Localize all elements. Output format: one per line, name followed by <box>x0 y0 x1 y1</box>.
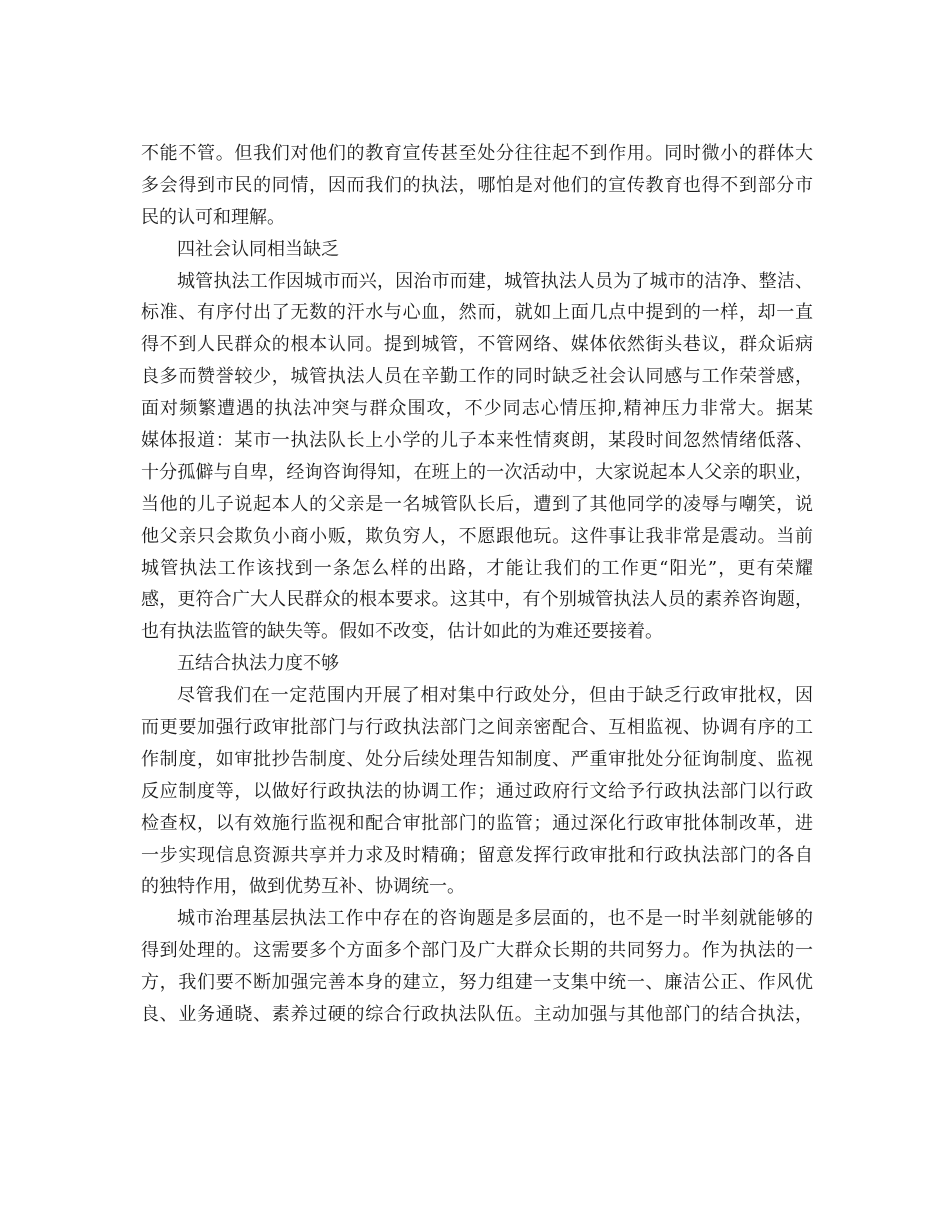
text-line: 感，更符合广大人民群众的根本要求。这其中，有个别城管执法人员的素养咨询题， <box>141 589 813 611</box>
text-line: 十分孤僻与自卑，经询咨询得知，在班上的一次活动中，大家说起本人父亲的职业， <box>141 461 813 483</box>
text-line: 而更要加强行政审批部门与行政执法部门之间亲密配合、互相监视、协调有序的工 <box>141 717 813 739</box>
text-line: 民的认可和理解。 <box>141 206 285 228</box>
text-line: 良多而赞誉较少，城管执法人员在辛勤工作的同时缺乏社会认同感与工作荣誉感， <box>141 366 813 388</box>
text-line: 得不到人民群众的根本认同。提到城管，不管网络、媒体依然街头巷议，群众诟病 <box>141 334 813 356</box>
paragraph <box>141 903 813 1031</box>
text-line: 良、业务通晓、素养过硬的综合行政执法队伍。主动加强与其他部门的结合执法， <box>141 1004 813 1026</box>
text-line: 反应制度等，以做好行政执法的协调工作；通过政府行文给予行政执法部门以行政 <box>141 780 813 802</box>
paragraph <box>141 266 813 649</box>
text-line: 方，我们要不断加强完善本身的建立，努力组建一支集中统一、廉洁公正、作风优 <box>141 972 813 994</box>
text-line: 城管执法工作该找到一条怎么样的出路，才能让我们的工作更“阳光”，更有荣耀 <box>141 557 813 579</box>
text-line: 面对频繁遭遇的执法冲突与群众围攻，不少同志心情压抑,精神压力非常大。据某 <box>141 398 813 420</box>
text-line: 得到处理的。这需要多个方面多个部门及广大群众长期的共同努力。作为执法的一 <box>141 940 813 962</box>
text-line: 标准、有序付出了无数的汗水与心血，然而，就如上面几点中提到的一样，却一直 <box>141 302 813 324</box>
text-line: 也有执法监管的缺失等。假如不改变，估计如此的为难还要接着。 <box>141 621 663 643</box>
paragraph <box>141 138 813 234</box>
document-body <box>141 138 813 1031</box>
paragraph <box>141 680 813 903</box>
text-line: 检查权，以有效施行监视和配合审批部门的监管；通过深化行政审批体制改革，进 <box>141 812 813 834</box>
text-line: 一步实现信息资源共享并力求及时精确；留意发挥行政审批和行政执法部门的各自 <box>141 844 813 866</box>
text-line: 的独特作用，做到优势互补、协调统一。 <box>141 876 465 898</box>
section-heading: 四社会认同相当缺乏 <box>177 238 339 260</box>
text-line: 作制度，如审批抄告制度、处分后续处理告知制度、严重审批处分征询制度、监视 <box>141 748 813 770</box>
text-line: 多会得到市民的同情，因而我们的执法，哪怕是对他们的宣传教育也得不到部分市 <box>141 174 813 196</box>
text-line: 媒体报道：某市一执法队长上小学的儿子本来性情爽朗，某段时间忽然情绪低落、 <box>141 430 813 452</box>
text-line: 当他的儿子说起本人的父亲是一名城管队长后，遭到了其他同学的凌辱与嘲笑，说 <box>141 493 813 515</box>
section-heading: 五结合执法力度不够 <box>177 653 339 675</box>
text-line: 不能不管。但我们对他们的教育宣传甚至处分往往起不到作用。同时微小的群体大 <box>141 143 813 164</box>
text-line: 尽管我们在一定范围内开展了相对集中行政处分，但由于缺乏行政审批权，因 <box>177 685 813 707</box>
text-line: 他父亲只会欺负小商小贩，欺负穷人，不愿跟他玩。这件事让我非常是震动。当前 <box>141 525 813 547</box>
text-line: 城市治理基层执法工作中存在的咨询题是多层面的，也不是一时半刻就能够的 <box>177 908 813 930</box>
text-line: 城管执法工作因城市而兴，因治市而建，城管执法人员为了城市的洁净、整洁、 <box>177 270 813 292</box>
